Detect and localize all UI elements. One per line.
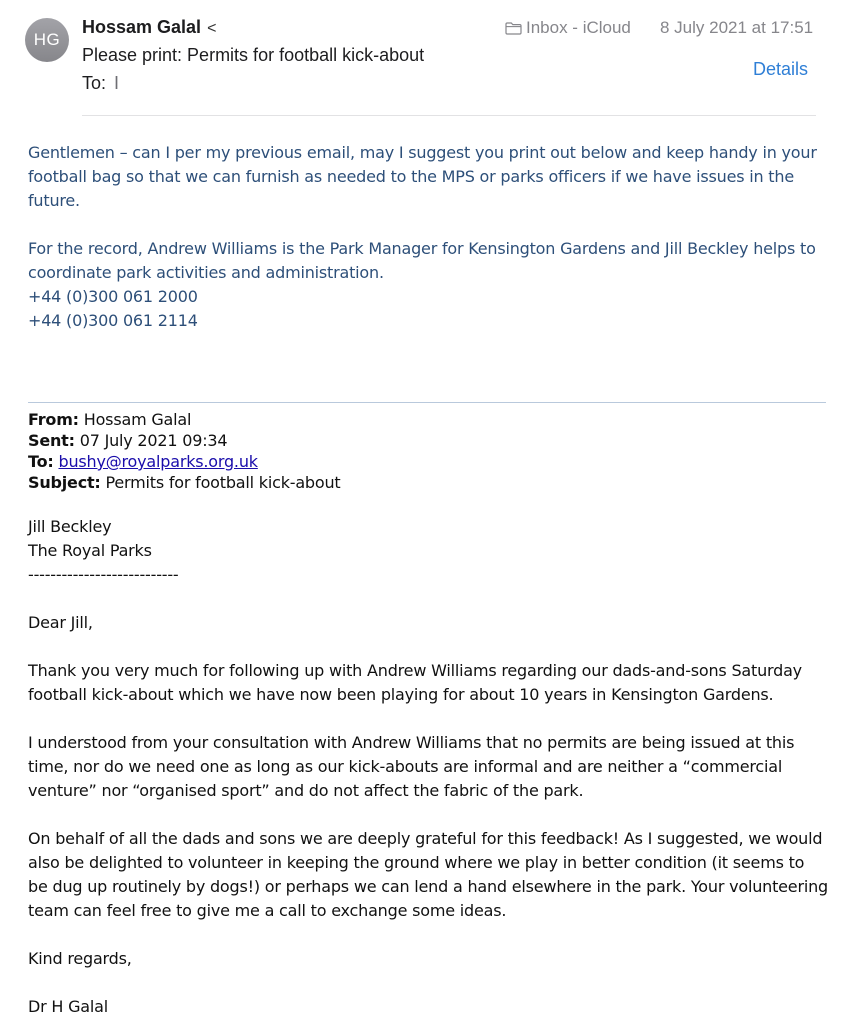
separator-line: ---------------------------	[28, 565, 179, 584]
folder-icon	[505, 22, 522, 35]
spacer	[28, 707, 828, 731]
to-recipient[interactable]: I	[114, 73, 120, 93]
quoted-sent-value: 07 July 2021 09:34	[79, 431, 228, 450]
recipient-org: The Royal Parks	[28, 541, 152, 560]
avatar[interactable]: HG	[25, 18, 69, 62]
to-label: To:	[82, 73, 107, 93]
body-paragraph: I understood from your consultation with Andrew Williams that no permits are being issued at this time, nor do we need one as long as our kick-abouts are informal and are neither a “commercial venture” nor “organised sport” and do not affect the fabric of the park.	[28, 733, 795, 800]
message-body-intro	[28, 141, 828, 333]
sender-name[interactable]: Hossam Galal	[82, 17, 202, 37]
mailbox-location[interactable]	[505, 18, 631, 38]
quoted-message	[28, 409, 828, 1019]
spacer	[28, 587, 828, 611]
message-subject: Please print: Permits for football kick-about	[82, 45, 425, 65]
sender[interactable]	[82, 17, 216, 38]
greeting: Dear Jill,	[28, 613, 93, 632]
body-paragraph: Thank you very much for following up with Andrew Williams regarding our dads-and-sons Saturday football kick-about which we have now been playing for about 10 years in Kensington Gardens.	[28, 661, 802, 704]
spacer	[28, 803, 828, 827]
quoted-from	[28, 409, 828, 430]
quoted-from-value: Hossam Galal	[83, 410, 192, 429]
spacer	[28, 971, 828, 995]
spacer	[28, 923, 828, 947]
body-paragraph: On behalf of all the dads and sons we are deeply grateful for this feedback! As I suggested, we would also be delighted to volunteer in keeping the ground where we play in better condition (it seems to be dug up routinely by dogs!) or perhaps we can lend a hand elsewhere in the park. Your volunteering team can feel free to give me a call to exchange some ideas.	[28, 829, 828, 920]
message-header	[0, 0, 848, 118]
quoted-sent-label: Sent:	[28, 431, 75, 450]
message-date: 8 July 2021 at 17:51	[660, 18, 814, 37]
closing: Kind regards,	[28, 949, 132, 968]
recipients-line	[82, 73, 119, 94]
quoted-to-label: To:	[28, 452, 54, 471]
quoted-to	[28, 451, 828, 472]
quoted-subject	[28, 472, 828, 493]
recipient-name: Jill Beckley	[28, 517, 112, 536]
spacer	[28, 213, 828, 237]
phone-number: +44 (0)300 061 2114	[28, 311, 198, 330]
quoted-to-email-link[interactable]: bushy@royalparks.org.uk	[58, 452, 258, 471]
intro-paragraph: For the record, Andrew Williams is the Park Manager for Kensington Gardens and Jill Beckley helps to coordinate park activities and administration.	[28, 239, 816, 282]
sender-chevron-icon[interactable]: <	[207, 20, 217, 37]
quoted-message-divider	[28, 402, 826, 403]
details-link[interactable]: Details	[753, 59, 809, 79]
spacer	[28, 493, 828, 515]
mailbox-label: Inbox - iCloud	[526, 18, 631, 37]
phone-number: +44 (0)300 061 2000	[28, 287, 198, 306]
signature: Dr H Galal	[28, 997, 109, 1016]
spacer	[28, 635, 828, 659]
quoted-sent	[28, 430, 828, 451]
quoted-subject-label: Subject:	[28, 473, 101, 492]
intro-paragraph: Gentlemen – can I per my previous email, may I suggest you print out below and keep handy in your football bag so that we can furnish as needed to the MPS or parks officers if we have issues in the future.	[28, 143, 817, 210]
quoted-body	[28, 515, 828, 1019]
quoted-subject-value: Permits for football kick-about	[105, 473, 341, 492]
header-divider	[82, 115, 816, 116]
quoted-from-label: From:	[28, 410, 79, 429]
